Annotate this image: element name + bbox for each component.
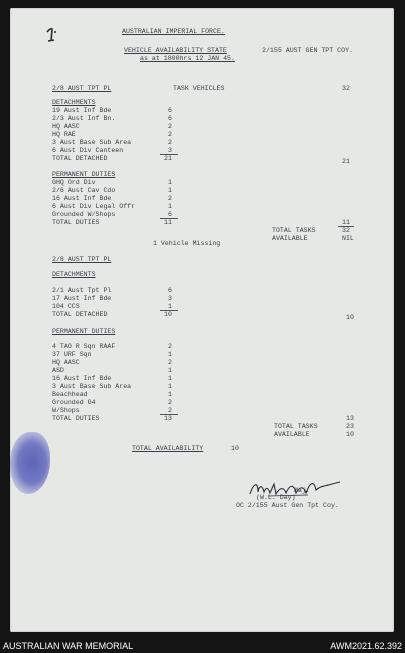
company-name: 2/155 AUST GEN TPT COY. (262, 47, 354, 54)
available-value: NIL (342, 235, 354, 242)
list-item: 3 Aust Base Sub Area (52, 383, 132, 390)
section1-detachments-heading: DETACHMENTS (52, 99, 96, 106)
list-item: Grounded W/Shops (52, 211, 116, 218)
list-item: 16 Aust Inf Bde (52, 195, 112, 202)
list-item-value: 1 (168, 187, 172, 194)
total-tasks-value: 23 (346, 423, 354, 430)
list-item: 2/3 Aust Inf Bn. (52, 115, 116, 122)
list-item: 2/6 Aust Cav Cdo (52, 187, 116, 194)
list-item-value: 2 (168, 123, 172, 130)
list-item: 6 Aust Div Legal Offr (52, 203, 136, 210)
list-item: ASD (52, 367, 64, 374)
ink-stain (10, 432, 50, 494)
total-duties-right: 13 (346, 415, 354, 422)
list-item: 3 Aust Base Sub Area (52, 139, 132, 146)
footer-accession-number: AWM2021.62.392 (330, 641, 402, 651)
total-detached-right: 10 (346, 314, 354, 321)
task-vehicles-value: 32 (342, 85, 350, 92)
document-page (10, 8, 394, 632)
list-item-value: 1 (168, 351, 172, 358)
list-item: 17 Aust Inf Bde (52, 295, 112, 302)
list-item-value: 3 (168, 295, 172, 302)
section2-detachments-heading: DETACHMENTS (52, 271, 96, 278)
total-detached-value: 10 (164, 311, 172, 318)
total-detached-value: 21 (164, 155, 172, 162)
missing-vehicle-note: 1 Vehicle Missing (153, 240, 221, 247)
unit-heading: AUSTRALIAN IMPERIAL FORCE. (122, 28, 225, 35)
document-title: VEHICLE AVAILABILITY STATE (124, 47, 227, 54)
list-item: GHQ Ord Div (52, 179, 96, 186)
footer-bar (0, 636, 405, 653)
list-item-value: 1 (168, 179, 172, 186)
list-item-value: 2 (168, 139, 172, 146)
section2-platoon: 2/8 AUST TPT PL (52, 256, 112, 263)
list-item: HQ AASC (52, 123, 80, 130)
total-availability-value: 10 (231, 445, 239, 452)
total-duties-value: 13 (164, 415, 172, 422)
total-availability-label: TOTAL AVAILABILITY (132, 445, 204, 452)
total-tasks-value: 32 (342, 227, 350, 234)
list-item: 4 TAO R Sqn RAAF (52, 343, 116, 350)
list-item-value: 1 (168, 367, 172, 374)
list-item-value: 1 (168, 303, 172, 310)
list-item-value: 1 (168, 375, 172, 382)
list-item-value: 3 (168, 147, 172, 154)
available-label: AVAILABLE (272, 235, 308, 242)
list-item: HQ AASC (52, 359, 80, 366)
list-item-value: 6 (168, 115, 172, 122)
list-item-value: 2 (168, 343, 172, 350)
total-duties-label: TOTAL DUTIES (52, 219, 100, 226)
available-label: AVAILABLE (274, 431, 310, 438)
signatory-position: OC 2/155 Aust Gen Tpt Coy. (236, 502, 339, 509)
list-item: 104 CCS (52, 303, 80, 310)
footer-source: AUSTRALIAN WAR MEMORIAL (3, 641, 134, 651)
list-item-value: 2 (168, 195, 172, 202)
list-item: 19 Aust Inf Bde (52, 107, 112, 114)
list-item-value: 6 (168, 211, 172, 218)
list-item-value: 2 (168, 359, 172, 366)
total-tasks-label: TOTAL TASKS (274, 423, 318, 430)
signatory-name: (W.L. Day) (256, 494, 296, 501)
section1-permanent-heading: PERMANENT DUTIES (52, 171, 116, 178)
section1-platoon: 2/8 AUST TPT PL (52, 85, 112, 92)
list-item-value: 1 (168, 383, 172, 390)
total-duties-value: 11 (164, 219, 172, 226)
list-item-value: 6 (168, 287, 172, 294)
list-item-value: 6 (168, 107, 172, 114)
list-item: Beachhead (52, 391, 88, 398)
list-item: 16 Aust Inf Bde (52, 375, 112, 382)
total-duties-right: 11 (342, 219, 350, 226)
list-item: 6 Aust Div Canteen (52, 147, 124, 154)
list-item-value: 2 (168, 131, 172, 138)
total-detached-label: TOTAL DETACHED (52, 155, 108, 162)
list-item: HQ RAE (52, 131, 76, 138)
list-item-value: 2 (168, 407, 172, 414)
list-item-value: 1 (168, 203, 172, 210)
list-item: 2/1 Aust Tpt Pl (52, 287, 112, 294)
list-item-value: 2 (168, 399, 172, 406)
total-duties-label: TOTAL DUTIES (52, 415, 100, 422)
signatory-rank: Maj. (294, 487, 310, 494)
total-detached-label: TOTAL DETACHED (52, 311, 108, 318)
list-item-value: 1 (168, 391, 172, 398)
available-value: 10 (346, 431, 354, 438)
list-item: Grounded G4 (52, 399, 96, 406)
document-date: as at 1800hrs 12 JAN 45. (140, 55, 235, 62)
list-item: W/Shops (52, 407, 80, 414)
handwritten-page-number (44, 26, 58, 44)
section2-permanent-heading: PERMANENT DUTIES (52, 328, 116, 335)
total-detached-right: 21 (342, 158, 350, 165)
list-item: 37 URF Sqn (52, 351, 92, 358)
total-tasks-label: TOTAL TASKS (272, 227, 316, 234)
task-vehicles-label: TASK VEHICLES (173, 85, 225, 92)
